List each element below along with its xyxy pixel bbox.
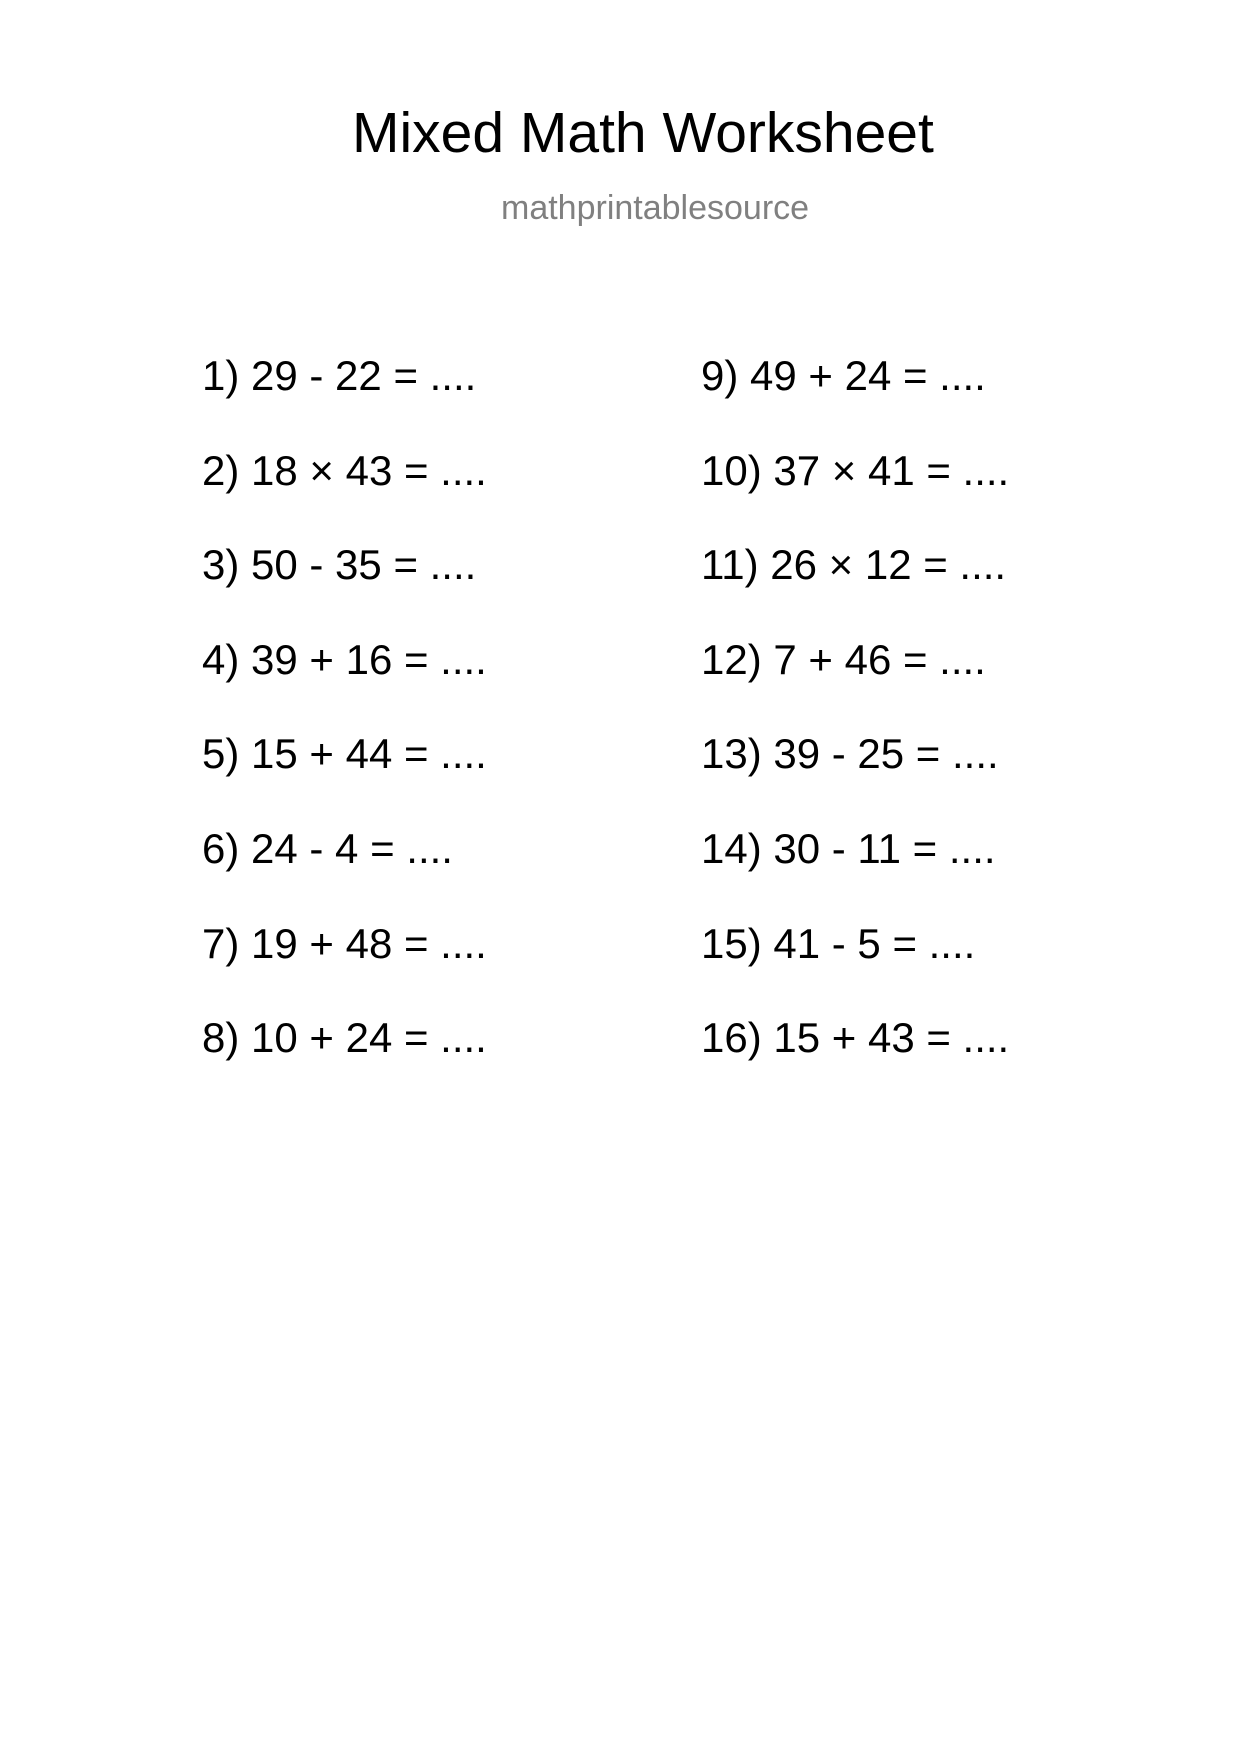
problem-3: 3) 50 - 35 = .... [202, 541, 477, 589]
problem-13: 13) 39 - 25 = .... [701, 730, 999, 778]
problem-1: 1) 29 - 22 = .... [202, 352, 477, 399]
problem-2: 2) 18 × 43 = .... [202, 446, 487, 494]
problem-12: 12) 7 + 46 = .... [701, 635, 986, 683]
worksheet-source: mathprintablesource [501, 189, 810, 227]
problem-10: 10) 37 × 41 = .... [701, 446, 1010, 494]
problem-4: 4) 39 + 16 = .... [202, 635, 487, 683]
problem-16: 16) 15 + 43 = .... [701, 1014, 1010, 1062]
problems-column-left [202, 351, 487, 1108]
worksheet-title: Mixed Math Worksheet [352, 101, 934, 165]
problem-9: 9) 49 + 24 = .... [701, 352, 986, 399]
problems-column-right [701, 351, 1009, 1108]
problem-8: 8) 10 + 24 = .... [202, 1014, 487, 1062]
problem-11: 11) 26 × 12 = .... [701, 541, 1007, 589]
problem-6: 6) 24 - 4 = .... [202, 824, 453, 872]
problem-5: 5) 15 + 44 = .... [202, 730, 487, 778]
problem-15: 15) 41 - 5 = .... [701, 919, 976, 967]
problem-7: 7) 19 + 48 = .... [202, 919, 487, 967]
problem-14: 14) 30 - 11 = .... [701, 824, 996, 872]
